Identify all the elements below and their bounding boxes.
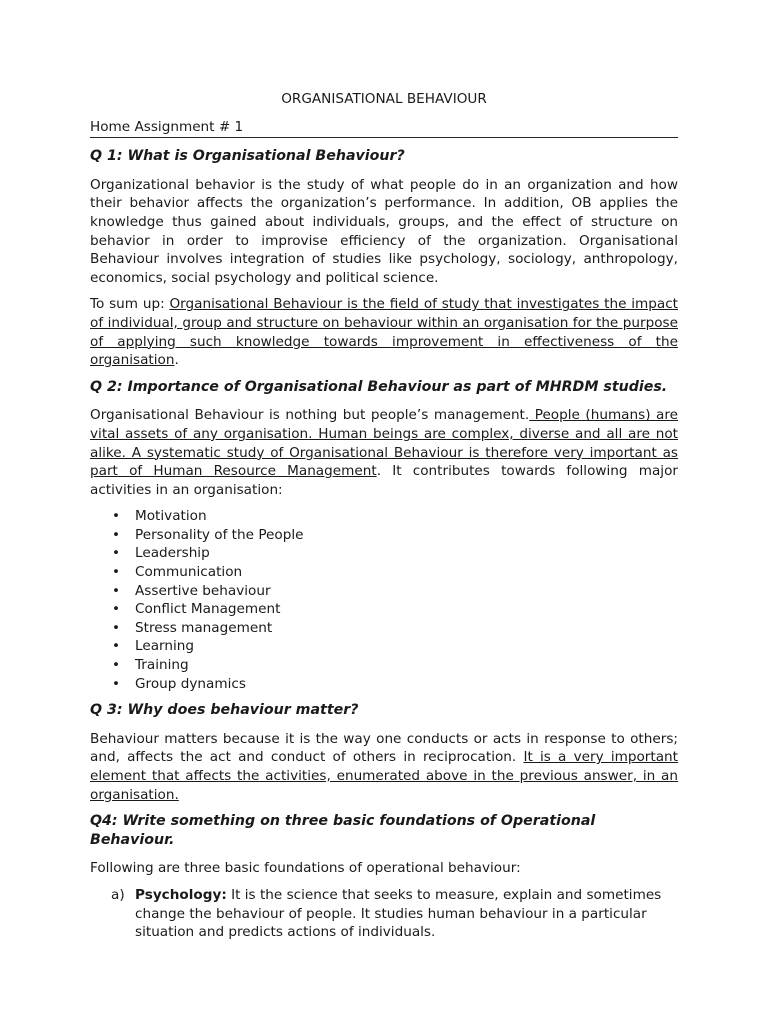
bullet-icon: • — [112, 601, 121, 618]
sum-up-suffix: . — [174, 352, 179, 369]
list-item-text: Conflict Management — [135, 601, 281, 618]
q3-prefix: Behaviour matters because it is the way one conducts or acts in response to others; and, affects the act and conduct of others in reciprocation. — [90, 730, 678, 766]
list-item-text: Training — [135, 657, 189, 674]
list-item — [90, 507, 678, 526]
question-4-intro: Following are three basic foundations of operational behaviour: — [90, 860, 521, 877]
list-item — [90, 675, 678, 694]
list-item-text: Leadership — [135, 545, 210, 562]
list-item-text: Learning — [135, 638, 195, 655]
list-item-text: Stress management — [135, 619, 273, 636]
list-item — [90, 886, 678, 942]
foundations-list — [90, 886, 678, 942]
bullet-icon: • — [112, 657, 121, 674]
question-3-heading: Q 3: Why does behaviour matter? — [90, 702, 359, 719]
list-item — [90, 637, 678, 656]
bullet-icon: • — [112, 675, 121, 692]
foundation-text: It is the science that seeks to measure, explain and sometimes change the behaviour of people. It studies human behaviour in a particular situation and predicts actions of individuals. — [135, 886, 662, 941]
list-item — [90, 619, 678, 638]
sum-up-prefix: To sum up: — [90, 296, 170, 313]
bullet-icon: • — [112, 526, 121, 543]
question-3-paragraph — [90, 730, 678, 804]
question-4-heading: Q4: Write something on three basic foundations of Operational Behaviour. — [90, 813, 596, 848]
list-item — [90, 600, 678, 619]
sum-up-underlined: Organisational Behaviour is the field of study that investigates the impact of individual, group and structure on behaviour within an organisation for the purpose of applying such knowledge towards improvement in effectiveness of the organisation — [90, 296, 678, 369]
question-1-paragraph-2 — [90, 295, 678, 369]
list-item-text: Group dynamics — [135, 675, 246, 692]
foundation-term: Psychology: — [135, 886, 227, 903]
activities-bullet-list — [90, 507, 678, 693]
q2-underlined: People (humans) are vital assets of any organisation. Human beings are complex, diverse and all are not alike. A systematic study of Organisational Behaviour is therefore very important as part of Human Resource Management — [90, 407, 679, 480]
question-1-heading: Q 1: What is Organisational Behaviour? — [90, 148, 405, 165]
list-item-text: Assertive behaviour — [135, 582, 271, 599]
bullet-icon: • — [112, 564, 121, 581]
bullet-icon: • — [112, 638, 121, 655]
q2-suffix: . It contributes towards following major activities in an organisation: — [90, 463, 678, 498]
list-item-text: Personality of the People — [135, 526, 304, 543]
list-item — [90, 544, 678, 563]
question-1-paragraph-1: Organizational behavior is the study of what people do in an organization and how their behavior affects the organization’s performance. In addition, OB applies the knowledge thus gained about individuals, groups, and the effect of structure on behavior in order to improvise efficiency of the organization. Organisational Behaviour involves integration of studies like psychology, sociology, anthropology, economics, social psychology and political science. — [90, 176, 678, 286]
bullet-icon: • — [112, 545, 121, 562]
document-title: ORGANISATIONAL BEHAVIOUR — [281, 91, 487, 107]
list-marker: a) — [111, 886, 125, 903]
list-item-text: Communication — [135, 564, 243, 581]
list-item — [90, 526, 678, 545]
bullet-icon: • — [112, 582, 121, 599]
list-item — [90, 656, 678, 675]
document-body — [90, 90, 678, 942]
list-item-text: Motivation — [135, 508, 207, 525]
bullet-icon: • — [112, 619, 121, 636]
assignment-label: Home Assignment # 1 — [90, 118, 678, 139]
q3-underlined: It is a very important element that affects the activities, enumerated above in the previous answer, in an organisation. — [90, 749, 678, 803]
question-2-heading: Q 2: Importance of Organisational Behaviour as part of MHRDM studies. — [90, 378, 668, 395]
list-item — [90, 582, 678, 601]
list-item — [90, 563, 678, 582]
bullet-icon: • — [112, 508, 121, 525]
question-2-paragraph — [90, 406, 678, 499]
q2-prefix: Organisational Behaviour is nothing but people’s management. — [90, 407, 530, 424]
